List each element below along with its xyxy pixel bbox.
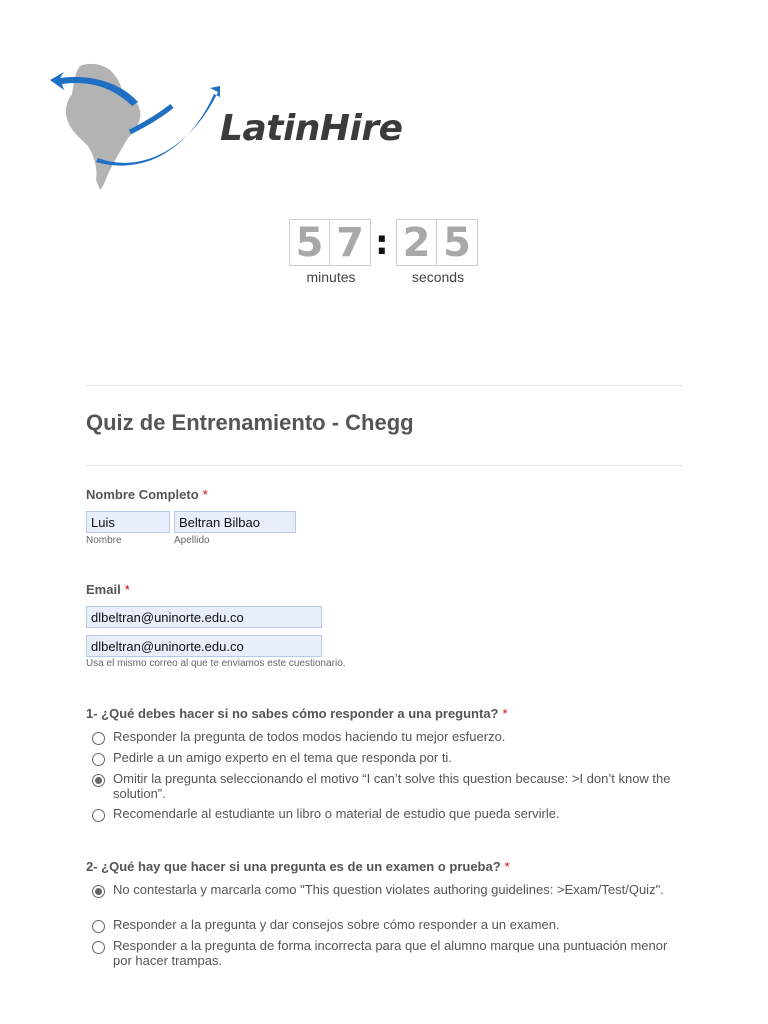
seconds-digits bbox=[396, 219, 478, 266]
q1-option-3[interactable] bbox=[92, 771, 692, 801]
minutes-digits bbox=[289, 219, 371, 266]
q2-option-3[interactable] bbox=[92, 938, 692, 968]
globe-arrow-icon bbox=[50, 58, 220, 193]
email-label-text: Email bbox=[86, 582, 121, 597]
divider-title bbox=[86, 465, 683, 466]
q1-option-3-radio[interactable] bbox=[92, 774, 105, 787]
q2-option-3-text: Responder a la pregunta de forma incorrecta para que el alumno marque una puntuación menor por hacer trampas. bbox=[113, 938, 668, 968]
full-name-label-text: Nombre Completo bbox=[86, 487, 199, 502]
timer-separator: : bbox=[375, 223, 389, 263]
required-marker: * bbox=[504, 859, 510, 874]
email-hint: Usa el mismo correo al que te enviamos este cuestionario. bbox=[86, 658, 346, 669]
q2-option-1-radio[interactable] bbox=[92, 885, 105, 898]
q1-option-1-radio[interactable] bbox=[92, 732, 105, 745]
q2-option-3-radio[interactable] bbox=[92, 941, 105, 954]
q1-option-2-text: Pedirle a un amigo experto en el tema que responda por ti. bbox=[113, 750, 452, 765]
form-title: Quiz de Entrenamiento - Chegg bbox=[86, 410, 414, 435]
q1-option-1[interactable] bbox=[92, 729, 692, 745]
q2-option-2[interactable] bbox=[92, 917, 692, 933]
q1-option-3-text: Omitir la pregunta seleccionando el motivo “I can’t solve this question because: >I don’t know the solution”. bbox=[113, 771, 671, 801]
divider-top bbox=[86, 385, 683, 386]
required-marker: * bbox=[202, 487, 208, 502]
q1-option-2-radio[interactable] bbox=[92, 753, 105, 766]
email-input[interactable] bbox=[86, 606, 322, 628]
q1-option-4[interactable] bbox=[92, 806, 692, 822]
seconds-digit-tens: 2 bbox=[396, 219, 437, 266]
q2-option-1-text: No contestarla y marcarla como "This question violates authoring guidelines: >Exam/Test/Quiz". bbox=[113, 882, 664, 897]
email-confirm-input[interactable] bbox=[86, 635, 322, 657]
countdown-timer bbox=[289, 219, 489, 289]
first-name-sublabel: Nombre bbox=[86, 535, 122, 546]
q2-option-1[interactable] bbox=[92, 882, 692, 898]
q2-option-2-radio[interactable] bbox=[92, 920, 105, 933]
email-label bbox=[86, 582, 130, 597]
question-1-label bbox=[86, 706, 508, 721]
question-1-text: 1- ¿Qué debes hacer si no sabes cómo responder a una pregunta? bbox=[86, 706, 499, 721]
q1-option-4-radio[interactable] bbox=[92, 809, 105, 822]
q1-option-2[interactable] bbox=[92, 750, 692, 766]
required-marker: * bbox=[502, 706, 508, 721]
minutes-digit-ones: 7 bbox=[330, 219, 371, 266]
q1-option-1-text: Responder la pregunta de todos modos haciendo tu mejor esfuerzo. bbox=[113, 729, 506, 744]
minutes-label: minutes bbox=[306, 269, 356, 285]
first-name-input[interactable] bbox=[86, 511, 170, 533]
q1-option-4-text: Recomendarle al estudiante un libro o material de estudio que pueda servirle. bbox=[113, 806, 560, 821]
question-2-text: 2- ¿Qué hay que hacer si una pregunta es de un examen o prueba? bbox=[86, 859, 501, 874]
last-name-input[interactable] bbox=[174, 511, 296, 533]
minutes-digit-tens: 5 bbox=[289, 219, 330, 266]
seconds-digit-ones: 5 bbox=[437, 219, 478, 266]
full-name-label bbox=[86, 487, 208, 502]
question-2-label bbox=[86, 859, 510, 874]
brand-name: LatinHire bbox=[220, 108, 403, 149]
last-name-sublabel: Apellido bbox=[174, 535, 210, 546]
q2-option-2-text: Responder a la pregunta y dar consejos sobre cómo responder a un examen. bbox=[113, 917, 560, 932]
required-marker: * bbox=[124, 582, 130, 597]
seconds-label: seconds bbox=[411, 269, 465, 285]
